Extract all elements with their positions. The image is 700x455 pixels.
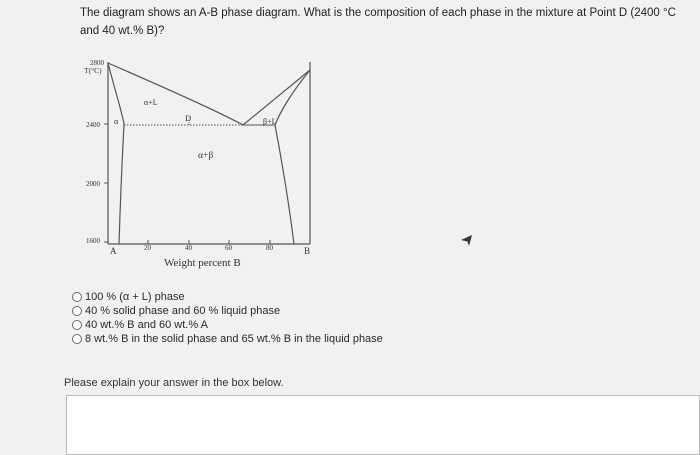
option-3[interactable] [72,318,383,332]
option-label: 8 wt.% B in the solid phase and 65 wt.% B in the liquid phase [85,333,383,345]
option-4[interactable] [72,332,383,346]
mouse-pointer-icon [460,233,474,252]
point-d-label: D [185,113,192,123]
region-alpha-l: α+L [144,98,158,107]
y-tick-label-2400: 2400 [86,121,100,129]
beta-solidus-curve [275,70,310,125]
option-label: 40 % solid phase and 60 % liquid phase [85,305,281,317]
question-text: The diagram shows an A-B phase diagram. What is the composition of each phase in the mixture at Point D (2400 °C and 40 wt.% B)? [80,7,676,37]
alpha-solidus-curve [108,63,124,124]
explanation-textbox[interactable] [66,395,700,455]
x-end-label-b: B [304,246,311,256]
x-tick-label-60: 60 [225,244,232,252]
option-1[interactable] [72,290,383,304]
y-axis-top-label: 2800 [90,59,104,67]
phase-diagram-svg [70,52,320,282]
x-tick-label-20: 20 [144,244,151,252]
option-label: 40 wt.% B and 60 wt.% A [85,319,208,331]
option-label: 100 % (α + L) phase [85,291,185,303]
alpha-solvus-curve [119,124,124,244]
x-axis-label: Weight percent B [164,257,241,269]
option-2[interactable] [72,304,383,318]
y-tick-label-1600: 1600 [86,237,100,245]
explain-prompt: Please explain your answer in the box below. [64,377,284,389]
radio-button-icon[interactable] [72,334,82,344]
phase-diagram [70,52,320,287]
x-tick-label-80: 80 [266,244,273,252]
region-alpha-beta: α+β [198,151,214,161]
answer-options [72,290,383,346]
liquidus-left-curve [108,63,243,125]
beta-solvus-curve [275,125,294,244]
radio-button-icon[interactable] [72,306,82,316]
y-axis-label: T(°C) [84,66,102,75]
radio-button-icon[interactable] [72,320,82,330]
y-tick-label-2000: 2000 [86,180,100,188]
x-end-label-a: A [110,246,117,256]
radio-button-icon[interactable] [72,292,82,302]
x-tick-label-40: 40 [185,244,192,252]
region-beta-l: β+L [263,117,277,126]
region-alpha: α [114,117,119,126]
liquidus-right-curve [243,70,310,125]
